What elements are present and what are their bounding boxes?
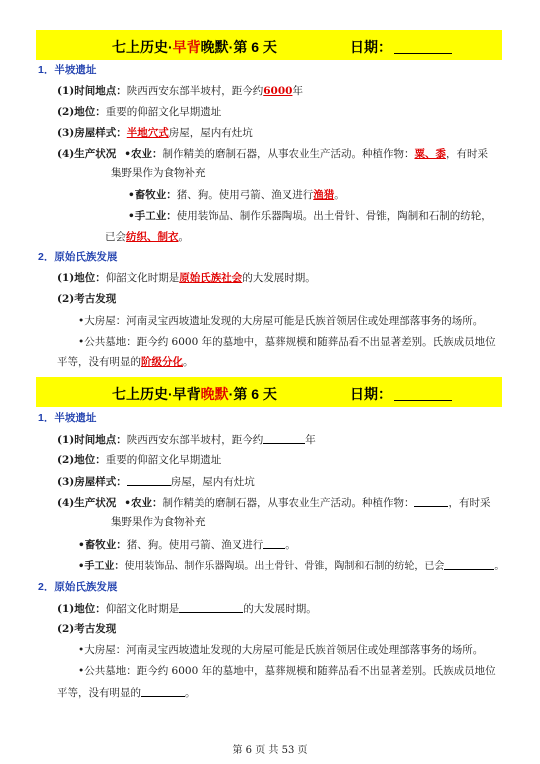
item-handicraft bbox=[78, 558, 504, 574]
item-text: ，有时采 bbox=[445, 148, 488, 160]
item-text: 制作精美的磨制石器，从事农业生产活动。种植作物： bbox=[162, 148, 415, 160]
item-label: (2)地位： bbox=[57, 106, 106, 118]
item-livestock bbox=[78, 537, 296, 552]
item-text: 重要的仰韶文化早期遗址 bbox=[105, 106, 222, 118]
item-text: 重要的仰韶文化早期遗址 bbox=[105, 454, 222, 466]
item-text-continued bbox=[57, 685, 196, 700]
section-title: 2．原始氏族发展 bbox=[38, 581, 118, 593]
item-text: 。 bbox=[285, 539, 296, 551]
section-title: 1．半坡遗址 bbox=[38, 64, 97, 76]
item-text: 仰韶文化时期是 bbox=[105, 272, 180, 284]
item-big-house: •大房屋：河南灵宝西坡遗址发现的大房屋可能是氏族首领居住或处理部落事务的场所。 bbox=[78, 315, 484, 327]
date-field bbox=[350, 37, 452, 57]
item-house-style bbox=[57, 126, 253, 140]
title-text: ·第 6 天 bbox=[228, 386, 277, 402]
title-text: 七上历史· bbox=[112, 39, 173, 55]
item-text: ，有时采 bbox=[448, 497, 491, 509]
answer-text: 渔猎 bbox=[313, 189, 335, 201]
item-clan-status bbox=[57, 271, 316, 285]
item-label: (4)生产状况 bbox=[57, 497, 117, 509]
item-text: 已会 bbox=[105, 231, 126, 243]
date-label: 日期： bbox=[350, 386, 392, 402]
answer-blank[interactable] bbox=[414, 495, 448, 507]
item-label: (3)房屋样式： bbox=[57, 476, 127, 488]
item-text: 仰韶文化时期是 bbox=[105, 603, 180, 615]
answer-text: 半地穴式 bbox=[126, 127, 169, 139]
page-number: 第 6 页 共 53 页 bbox=[232, 745, 308, 756]
item-text: 年 bbox=[292, 85, 303, 97]
item-label: (4)生产状况 bbox=[57, 148, 117, 160]
item-text: 猪、狗。使用弓箭、渔叉进行 bbox=[126, 539, 264, 551]
item-text: 的大发展时期。 bbox=[243, 603, 317, 615]
sub-label: •畜牧业： bbox=[128, 189, 177, 201]
date-field bbox=[350, 384, 452, 404]
answer-blank[interactable] bbox=[263, 537, 285, 549]
item-label: (3)房屋样式： bbox=[57, 127, 127, 139]
item-label: (1)地位： bbox=[57, 603, 106, 615]
title-text: 七上历史·早背 bbox=[112, 386, 201, 402]
answer-text: 6000 bbox=[263, 85, 293, 97]
item-livestock bbox=[128, 188, 345, 202]
item-text: 平等，没有明显的 bbox=[57, 356, 141, 368]
item-label: (2)考古发现 bbox=[57, 293, 117, 305]
header-banner bbox=[36, 377, 502, 407]
item-status bbox=[57, 105, 221, 119]
header-title bbox=[112, 384, 277, 404]
sub-label: •农业： bbox=[124, 497, 163, 509]
item-text: 房屋，屋内有灶坑 bbox=[168, 127, 253, 139]
title-text: 晚默·第 6 天 bbox=[200, 39, 277, 55]
item-text: 。 bbox=[494, 561, 505, 572]
answer-text: 纺织、制衣 bbox=[126, 231, 179, 243]
item-text-continued bbox=[105, 230, 189, 244]
item-status bbox=[57, 453, 221, 467]
item-time-location bbox=[57, 432, 316, 447]
answer-blank[interactable] bbox=[127, 474, 171, 486]
answer-blank[interactable] bbox=[141, 685, 185, 697]
sub-label: •农业： bbox=[124, 148, 163, 160]
sub-label: •畜牧业： bbox=[78, 539, 127, 551]
answer-text: 阶级分化 bbox=[141, 356, 183, 368]
item-text: 平等，没有明显的 bbox=[57, 687, 141, 699]
item-clan-status bbox=[57, 601, 317, 616]
item-text: 猪、狗。使用弓箭、渔叉进行 bbox=[176, 189, 314, 201]
date-blank bbox=[394, 387, 452, 401]
item-text: 陕西西安东部半坡村，距今约 bbox=[126, 434, 264, 446]
item-text-continued: 集野果作为食物补充 bbox=[111, 516, 206, 528]
item-label: (1)时间地点： bbox=[57, 434, 127, 446]
title-highlight: 早背 bbox=[172, 39, 201, 55]
item-house-style bbox=[57, 474, 255, 489]
item-cemetery: •公共墓地：距今约 6000 年的墓地中，墓葬规模和随葬品看不出显著差别。氏族成员地位 bbox=[78, 336, 496, 348]
item-text-continued: 集野果作为食物补充 bbox=[111, 167, 206, 179]
section-title: 1．半坡遗址 bbox=[38, 412, 97, 424]
item-production bbox=[57, 495, 490, 510]
item-text: 的大发展时期。 bbox=[242, 272, 316, 284]
item-cemetery: •公共墓地：距今约 6000 年的墓地中，墓葬规模和随葬品看不出显著差别。氏族成员地位 bbox=[78, 665, 496, 677]
item-label: (2)地位： bbox=[57, 454, 106, 466]
date-blank bbox=[394, 40, 452, 54]
item-handicraft bbox=[128, 209, 492, 223]
item-production bbox=[57, 147, 488, 161]
answer-blank[interactable] bbox=[179, 601, 243, 613]
sub-label: •手工业： bbox=[128, 210, 177, 222]
title-highlight: 晚默 bbox=[200, 386, 229, 402]
item-text: 年 bbox=[305, 434, 316, 446]
item-text: 房屋，屋内有灶坑 bbox=[170, 476, 255, 488]
answer-blank[interactable] bbox=[263, 432, 305, 444]
item-text: 。 bbox=[185, 687, 196, 699]
date-label: 日期： bbox=[350, 39, 392, 55]
header-banner bbox=[36, 30, 502, 60]
item-label: (2)考古发现 bbox=[57, 623, 117, 635]
section-title: 2．原始氏族发展 bbox=[38, 251, 118, 263]
item-time-location bbox=[57, 84, 303, 98]
item-text: 。 bbox=[334, 189, 345, 201]
item-label: (1)时间地点： bbox=[57, 85, 127, 97]
answer-text: 原始氏族社会 bbox=[179, 272, 243, 284]
item-text: 。 bbox=[183, 356, 194, 368]
header-title bbox=[112, 37, 277, 57]
item-text: 。 bbox=[178, 231, 189, 243]
item-text: 使用装饰品、制作乐器陶埙。出土骨针、骨锥，陶制和石制的纺轮，已会 bbox=[124, 561, 445, 572]
item-text: 陕西西安东部半坡村，距今约 bbox=[126, 85, 264, 97]
item-text: 制作精美的磨制石器，从事农业生产活动。种植作物： bbox=[162, 497, 415, 509]
sub-label: •手工业： bbox=[78, 561, 125, 572]
item-big-house: •大房屋：河南灵宝西坡遗址发现的大房屋可能是氏族首领居住或处理部落事务的场所。 bbox=[78, 644, 484, 656]
item-text: 使用装饰品、制作乐器陶埙。出土骨针、骨锥，陶制和石制的纺轮， bbox=[176, 210, 492, 222]
item-label: (1)地位： bbox=[57, 272, 106, 284]
answer-blank[interactable] bbox=[444, 558, 494, 570]
item-text-continued bbox=[57, 355, 194, 369]
answer-text: 粟、黍 bbox=[414, 148, 446, 160]
